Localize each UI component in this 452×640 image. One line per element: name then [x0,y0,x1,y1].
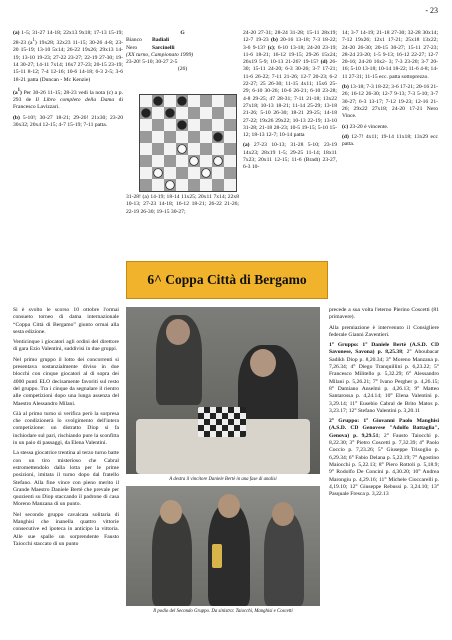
note-a: (a) 1-5; 31-27 14-18; 22x13 9x18; 17-13 15-19; 28-23 $(a^1)$ 19x28; 32x23 11-15; 30-26 4-8; 23-20 15-19; 13-10 5x14; 26-22 19x26; 29x13 14-19; 13-10 19-23; 27-22 23-27; 22-19 27-30; 19-14 30-27; 14-11 7x14; 16x7 27-23; 20-15 23-19; 15-11 8-12; 7-4 12-16; 10-6 14-18; 6-3 2-5; 3-6 18-21 patta (Duncan - Mc Kenzie) [13,30,123,83]
board-square [140,167,152,179]
article-left-column [13,307,119,548]
photo-podium [126,486,320,606]
black-piece [166,109,175,118]
white-piece [202,169,211,178]
white-player: Bianco Badiali [126,37,170,44]
board-square [164,167,176,179]
board-square [152,119,164,131]
board-square [200,131,212,143]
paragraph: precede a sua volta l'eterno Pierino Coscetti (81 primavere). [329,307,439,321]
board-square [200,95,212,107]
paragraph: La stessa giocatrice trentina al terzo turno batte con un tiro misterioso che Cabral estromettendolo dalla lotta per le prime posizioni, imitata il turno dopo dal fratello Stefano. Alla fine vince con pieno merito il Grande Maestro Daniele Bertè che prevale per quozienti su Diop staccando il padrone di casa Moreno Manzana di un punto. [13,450,119,508]
black-player: Nero Sarcinelli [126,44,175,51]
game-moves-continued: 31-28! (a) 14-19; 18-14 11x25; 20x11 7x14; 22x8 10-13; 27-23 14-18; 16-12 18-21; 26-22 21-26; 22-19 26-30; 19-15 30-27; [126,194,239,215]
board-square [140,131,152,143]
board-square [224,131,236,143]
board-square [164,155,176,167]
board-square [200,119,212,131]
results-group-2: 2° Gruppo: 1° Giovanni Paolo Manghisi (A.S.D. CD Genovese "Adolfo Battaglia", Genova) p. 9,29.51; 2° Fausto Taiocchi p. 8,22.30; 3° Pietro Coscetti p. 7,32.39; 4° Paolo Coccio p. 7,23.26; 5° Giuseppe Trisoglio p. 6,29.34; 6° Fabio Delana p. 5,22.19; 7° Agostino Maiocchi p. 5,22.13; 8° Piero Rottoli p. 5,18.9; 9° Rodolfo De Concini p. 4,30.20; 10° Andrea Marongiu p. 4,29.16; 11° Michele Cioccarelli p. 4,19.10; 12° Giuseppe Rebussi p. 3,24.10; 13° Pasquale Fresca p. 3,22.13 [329,418,439,498]
paragraph: Nel secondo gruppo cavalcata solitaria di Manghisi che inanella quattro vittorie consecutive ed ipoteca in anticipo la vittoria. Alle sue spalle un sorprendente Fausto Taiocchi staccato di un punto [13,511,119,547]
article-right-column [329,307,439,498]
board-square [188,143,200,155]
white-piece [154,169,163,178]
game-event: (XX turno, Campionato 1999) [126,51,194,58]
board-square [200,143,212,155]
article-title: 6^ Coppa Città di Bergamo [147,272,307,287]
board-square [188,179,200,191]
black-piece [178,97,187,106]
game-moves-start: 23-20! 5-10; 30-27 2-5 [126,59,178,66]
board-square [224,95,236,107]
game-moves-main: 24-20 27-31; 28-24 31-28; 15-11 28x19; 12-7 19-23 (b) 20-16 13-18; 7-3 18-22; 3-6 9-13? (c); 6-10 13-18; 24-20 23-19; 11-6 18-21; 16-12 19-15; 29-26 15x24; 26x19 5-9; 10-13 21-26? 19-15? (d) 26-30; 15-11 24-20; 6-3 30-26; 3-7 17-21; 11-6 26-22; 7-11 21-26; 12-7 20-23; 6-2 22-27; 25 26-30; 11-15 4x11; 15x6 25-29; 6-10 30-26; 10-6 26-21; 6-10 23-28; 4-8 29-25; 47 28-31; 7-11 21-18; 13x22 27x18; 10-13 18-21; 11-14 25-29; 13-18 21-26; 5-10 26-30; 18-21 29-25; 14-18 27-22; 19x26 29x22; 10-13 22-19; 13-10 31-28; 21-18 28-23; 10-5 19-15; 5-10 15-12; 18-13 12-7; 10-14 patta [243,30,337,139]
board-square [176,167,188,179]
board-square [212,95,224,107]
photo-winner-analysis [126,307,320,474]
board-square [152,131,164,143]
board-square [224,179,236,191]
board-square [164,95,176,107]
board-square [212,179,224,191]
board-square [152,107,164,119]
board-square [152,143,164,155]
note-d: (d) 12-7! 4x11; 19-14 11x18; 13x29 ecc patta. [342,133,438,148]
page-number: - 23 [425,6,438,15]
board-square [140,95,152,107]
note-a1: $(a^1)$ Per 30-26 11-15; 28-23 vedi la nota (c) a p. 293 de Il Libro completo della Dama di Francesco Lavizzari. [13,87,124,111]
board-square [176,131,188,143]
paragraph: Venticinque i giocatori agli ordini del direttore di gara Ezio Valentini, suddivisi in due gruppi. [13,339,119,353]
game-notes-left [13,30,123,129]
game-header [126,30,239,74]
board-square [176,107,188,119]
note-c: (c) 23-20 è vincente. [342,123,389,130]
board-square [140,155,152,167]
board-square [152,179,164,191]
paragraph: Già al primo turno si verifica però la sorpresa che condizionerà lo svolgimento dell'intera competizione: un distratto Diop si fa inchiodare sul pari, rischiando pure la sconfitta in un paio di passaggi, da Elena Valentini. [13,410,119,447]
board-square [164,119,176,131]
board-square [212,119,224,131]
white-piece [190,157,199,166]
board-square [224,119,236,131]
board-square [200,107,212,119]
board-square [224,167,236,179]
photo-caption-bottom: Il podio del Secondo Gruppo. Da sinistra: Taiocchi, Manghisi e Coscetti [153,609,293,614]
game-notes-middle [243,30,337,172]
note-b-right: (b) 13-18; 7-3 18-22; 3-6 17-21; 20-16 21-26; 16-12 26-30; 12-7 9-13; 7-3 5-10; 3-7 30-27; 6-3 13-17; 7-12 19-23; 12-16 21-26; 29x22 27x18; 24-20 17-21 Nero Vince. [342,84,438,120]
paragraph: Alla premiazione è intervenuto il Consigliere federale Gianni Zaventieri. [329,324,439,338]
white-piece [178,145,187,154]
results-group-1: 1° Gruppo: 1° Daniele Bertè (A.S.D. CD Savonese, Savona) p. 8,25.38; 2° Aboubacar Sadikh Diop p. 8,20.34; 3° Moreno Manzana p. 7,26.34; 4° Diego Tranquillini p. 6,23.22; 5° Francesco Militello p. 5,32.29; 6° Alessandro Milani p. 5,26.21; 7° Ivano Pergher p. 4,26.15; 8° Damiano Anselmi p. 4,26.13; 9° Matteo Santarossa p. 4,24.14; 10° Elena Valentini p. 3,29.14; 11° Eusebio Cabral de Brito Matos p. 3,23.17; 12° Stefano Valentini p. 3,20.11 [329,342,439,414]
board-square [152,155,164,167]
paragraph: Nel primo gruppo il lotto dei concorrenti si presentava sostanzialmente diviso in due blocchi con cinque giocatori al di sopra dei 4000 punti ELO decisamente favoriti sul resto del gruppo. Tra i cinque da segnalare il rientro alle competizioni dopo una lunga assenza del Maestro Alessandro Milani. [13,356,119,407]
black-piece [142,109,151,118]
board-square [188,119,200,131]
note-b: (b) 5-10!; 30-27 18-21; 29-26! 21x30; 23-20 30x32; 20x4 12-15; 4-7 15-19; 7-11 patta. [13,114,123,128]
board-square [140,179,152,191]
board-square [188,107,200,119]
board-square [212,143,224,155]
board-square [164,131,176,143]
paragraph: Si è svolto le scorso 10 ottobre l'ormai consueto torneo di dama internazionale “Coppa Città di Bergamo” giunto ormai alla sesta edizione. [13,307,119,335]
board-square [224,155,236,167]
note-continued: 14; 3-7 14-19; 21-18 27-30; 32-28 30x14; 7-12 19x26; 12x1 17-21; 25x18 13x22; 24-20 26-30; 20-15 30-27; 15-11 27-23; 28-24 23-20; 1-5 9-13; 16-12 22-27; 12-7 20-16; 24-20 16x2- 3; 7-3 23-20; 3-7 20-16; 5-10 13-18; 10-14 18-22; 11-6 4-8; 14-11 27-31; 11-15 ecc. patta sottoprezzo. [342,30,438,80]
board-square [212,167,224,179]
board-square [212,107,224,119]
board-square [188,131,200,143]
white-piece [214,157,223,166]
black-piece [178,121,187,130]
board-square [224,107,236,119]
photo-caption-top: A destra il vincitore Daniele Bertè in una fase di analisi [169,477,277,482]
board-square [200,179,212,191]
board-square [200,155,212,167]
black-piece [214,133,223,142]
board-square [140,119,152,131]
board-square [224,143,236,155]
black-piece [154,97,163,106]
board-square [176,155,188,167]
draughts-board [139,94,237,192]
board-square [164,143,176,155]
board-square [140,143,152,155]
board-square [176,179,188,191]
diagram-number: (26) [177,66,188,73]
article-title-banner [126,261,328,299]
game-result: G [180,30,185,36]
board-square [188,167,200,179]
note-a-variation: (a) 27-23 10-13; 31-28 5-10; 23-19 14x23; 28x19 1-5; 29-25 11-14; 18x11 7x23; 20x11 12-15; 11-6 (Bradt) 23-27, 6-3 10- [243,142,337,171]
game-notes-right [342,30,438,148]
white-piece [166,181,175,190]
board-square [188,95,200,107]
